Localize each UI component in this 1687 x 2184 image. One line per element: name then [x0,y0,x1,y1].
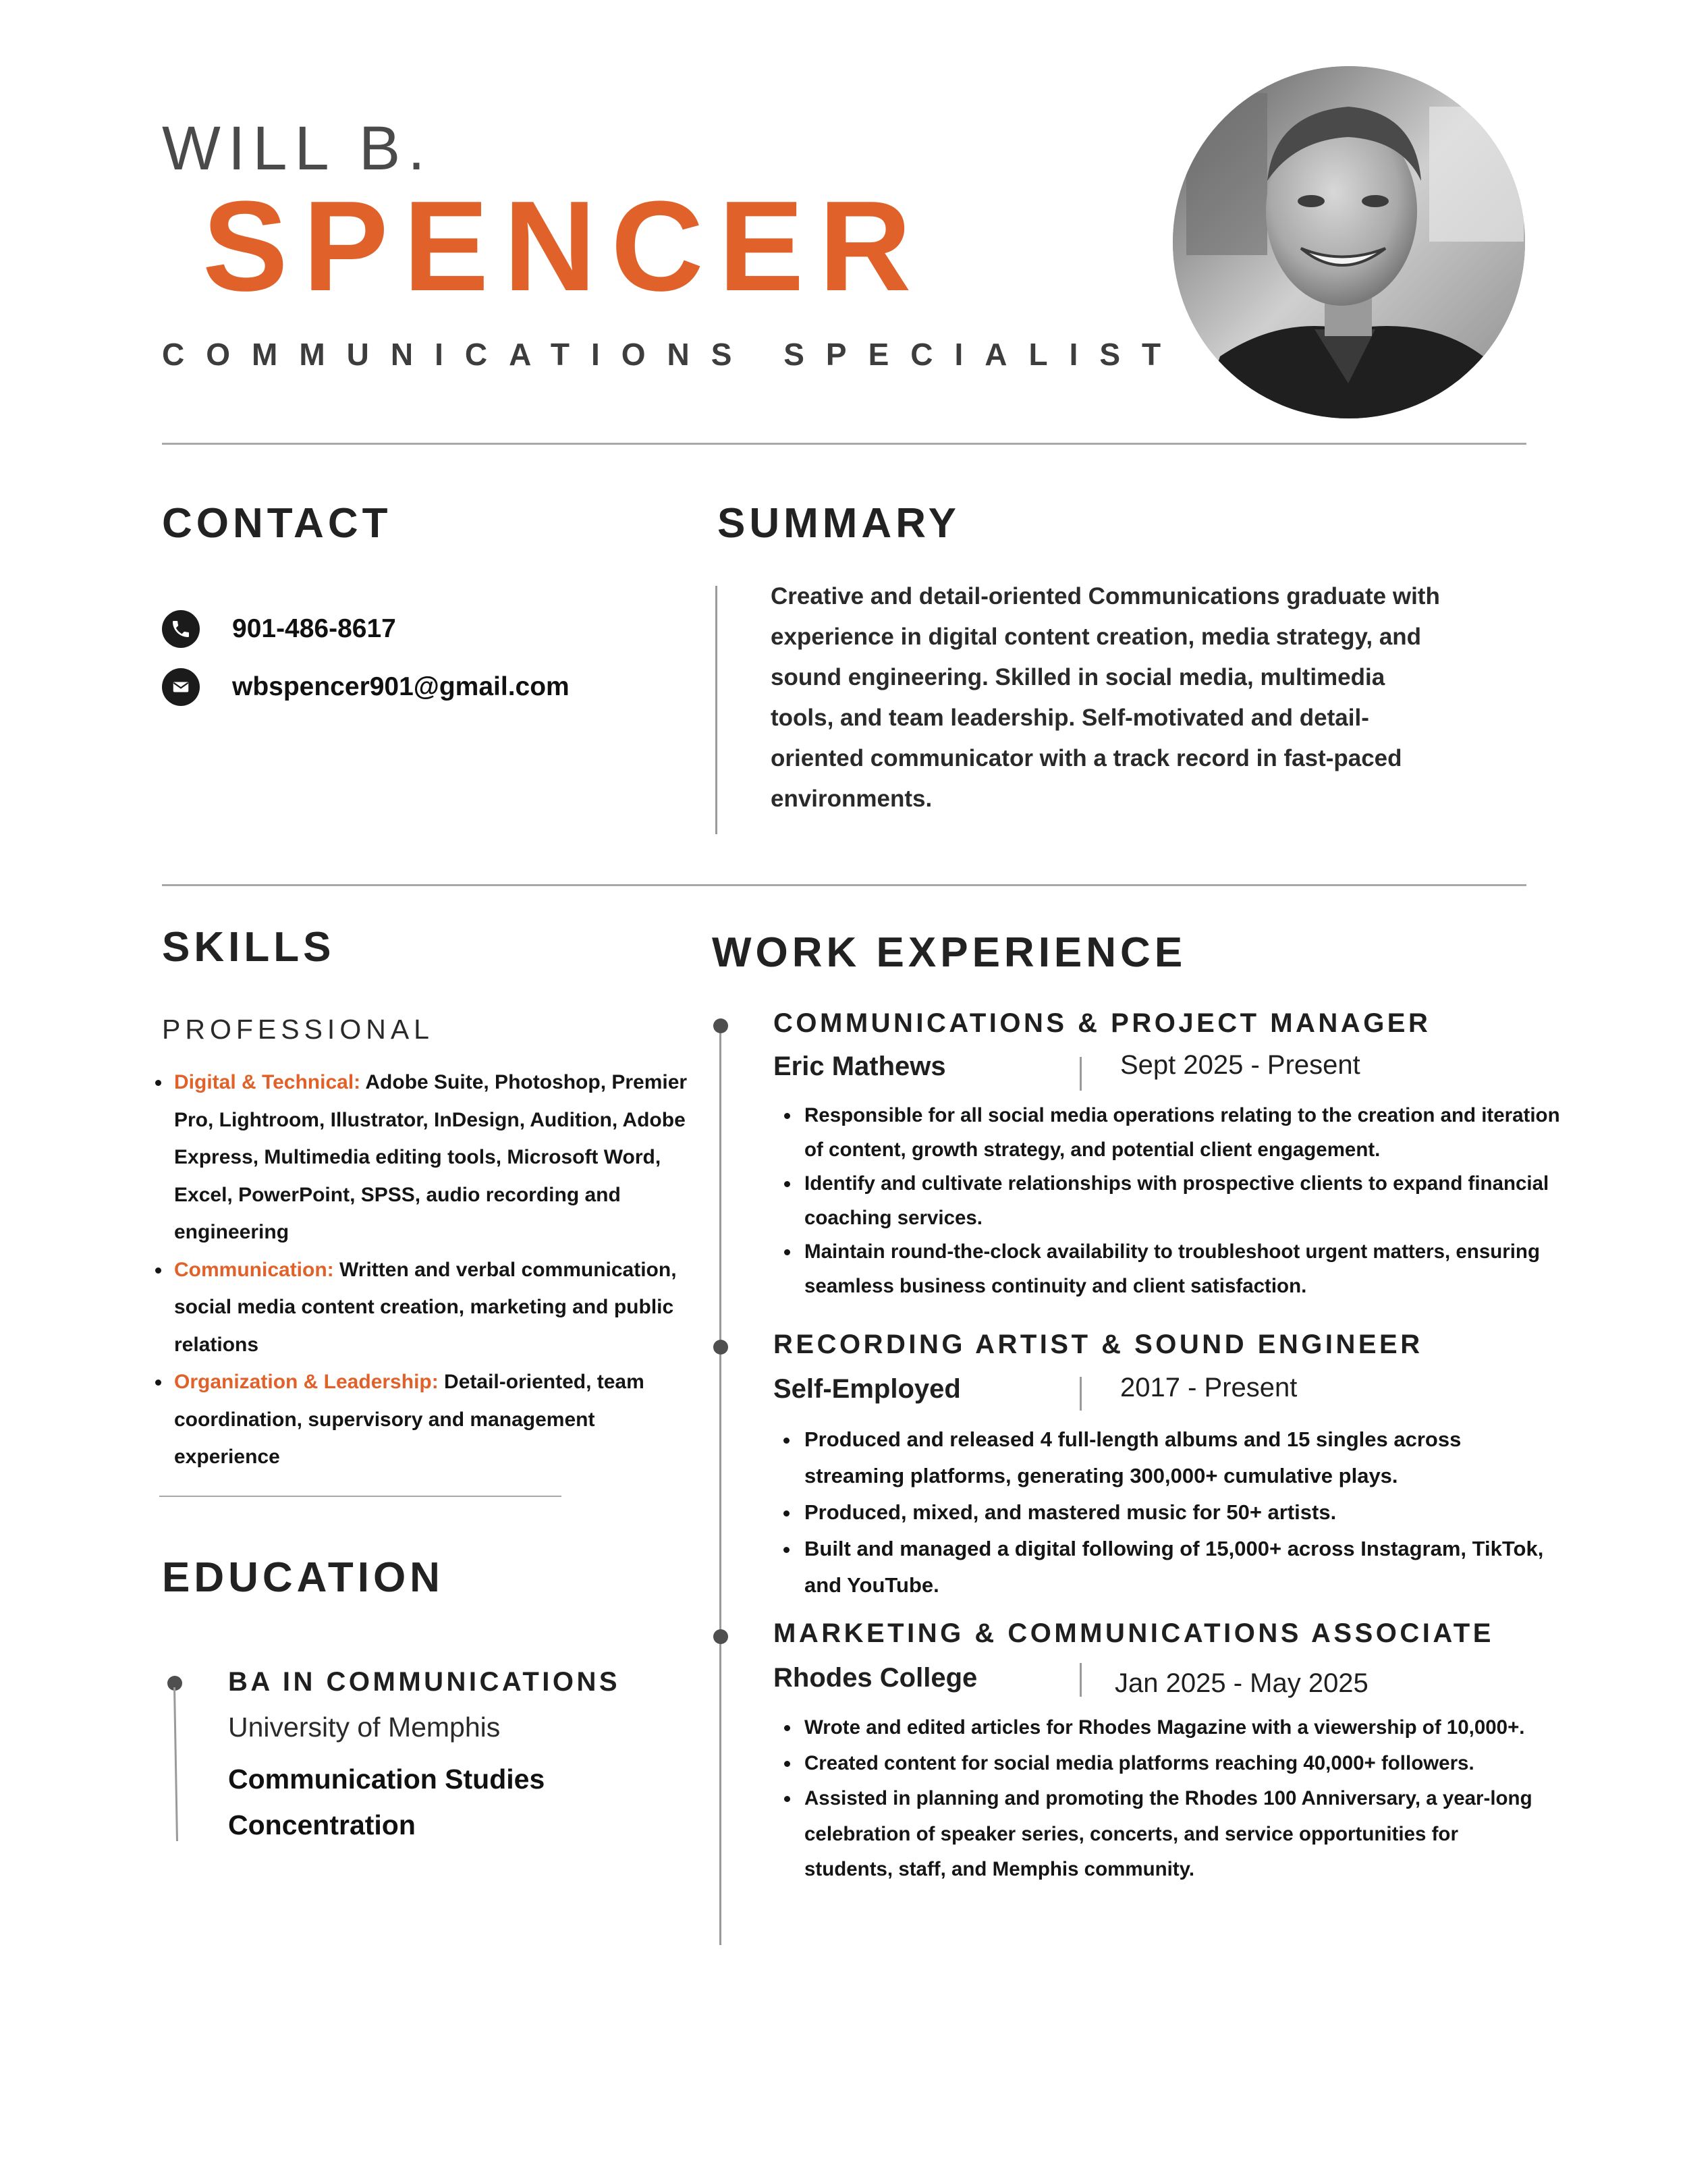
phone-number: 901-486-8617 [232,614,396,643]
job-title: COMMUNICATIONS & PROJECT MANAGER [773,1008,1431,1038]
job-dates: 2017 - Present [1120,1373,1298,1402]
job-bullet: • Produced, mixed, and mastered music for 50+ artists. [800,1494,1556,1531]
skills-subheading: PROFESSIONAL [162,1014,434,1045]
last-name: SPENCER [202,175,927,318]
concentration-line-2: Concentration [228,1809,416,1840]
work-timeline-line [719,1026,721,1945]
summary-text: Creative and detail-oriented Communications graduate with experience in digital content creation, media strategy, and sound engineering. Skilled in social media, multimedia tools, and team leadership. Self-motivated and detail-oriented communicator with a track record in fast-paced environments. [771,583,1440,812]
phone-icon [162,610,200,648]
skill-item [171,1064,704,1251]
job-bullet: • Wrote and edited articles for Rhodes Magazine with a viewership of 10,000+. [800,1710,1543,1746]
header-divider [162,443,1526,445]
first-name: WILL B. [162,114,433,183]
skill-label: Digital & Technical: [174,1071,361,1093]
contact-email[interactable] [162,668,570,706]
job-company: Rhodes College [773,1663,978,1693]
job-bullet: • Identify and cultivate relationships with prospective clients to expand financial coaching services. [800,1167,1570,1235]
job-timeline-dot [713,1340,728,1355]
job-bullet: • Produced and released 4 full-length albums and 15 singles across streaming platforms, generating 300,000+ cumulative plays. [800,1421,1556,1494]
contact-phone[interactable] [162,610,396,648]
education-heading: EDUCATION [162,1554,444,1601]
job-bullet: • Maintain round-the-clock availability to troubleshoot urgent matters, ensuring seamless business continuity and client satisfaction. [800,1235,1570,1303]
job-bullet: • Responsible for all social media operations relating to the creation and iteration of content, growth strategy, and potential client engagement. [800,1099,1570,1167]
skills-list [150,1064,704,1476]
education-degree: BA IN COMMUNICATIONS [228,1667,621,1697]
skill-label: Organization & Leadership: [174,1371,439,1393]
skill-text: Adobe Suite, Photoshop, Premier Pro, Lightroom, Illustrator, InDesign, Audition, Adobe Express, Multimedia editing tools, Microsoft Word, Excel, PowerPoint, SPSS, audio recording and engineering [174,1071,688,1243]
job-title: RECORDING ARTIST & SOUND ENGINEER [773,1330,1423,1359]
skill-label: Communication: [174,1258,334,1281]
portrait-image [1173,66,1525,418]
education-timeline-line [173,1687,178,1841]
job-bullets [773,1710,1543,1888]
concentration-line-1: Communication Studies [228,1764,545,1795]
skills-heading: SKILLS [162,924,335,971]
job-bullets [773,1421,1556,1604]
summary-heading: SUMMARY [717,500,961,547]
skill-text: Written and verbal communication, social media content creation, marketing and public relations [174,1258,677,1356]
skill-item [171,1363,704,1476]
envelope-icon [162,668,200,706]
job-separator [1080,1057,1082,1091]
job-bullet: • Built and managed a digital following of 15,000+ across Instagram, TikTok, and YouTube. [800,1531,1556,1604]
job-timeline-dot [713,1018,728,1033]
summary-vertical-line [715,586,717,834]
job-dates: Sept 2025 - Present [1120,1050,1360,1080]
job-company: Self-Employed [773,1374,961,1404]
skills-divider [159,1496,561,1497]
job-title: MARKETING & COMMUNICATIONS ASSOCIATE [773,1618,1494,1648]
contact-heading: CONTACT [162,500,392,547]
work-heading: WORK EXPERIENCE [712,929,1187,976]
education-school: University of Memphis [228,1712,501,1743]
profile-photo [1173,66,1525,418]
job-bullet: • Assisted in planning and promoting the Rhodes 100 Anniversary, a year-long celebration of speaker series, concerts, and service opportunities for students, staff, and Memphis community. [800,1781,1543,1888]
email-address: wbspencer901@gmail.com [232,672,570,701]
job-bullets [773,1099,1570,1303]
job-timeline-dot [713,1629,728,1644]
job-bullet: • Created content for social media platforms reaching 40,000+ followers. [800,1746,1543,1782]
job-separator [1080,1377,1082,1411]
job-separator [1080,1663,1082,1697]
job-company: Eric Mathews [773,1052,946,1081]
skill-text: Detail-oriented, team coordination, supervisory and management experience [174,1371,644,1468]
education-concentration [228,1756,545,1848]
middle-divider [162,884,1526,886]
job-dates: Jan 2025 - May 2025 [1115,1668,1368,1698]
job-title: COMMUNICATIONS SPECIALIST [162,337,1183,372]
skill-item [171,1251,704,1364]
